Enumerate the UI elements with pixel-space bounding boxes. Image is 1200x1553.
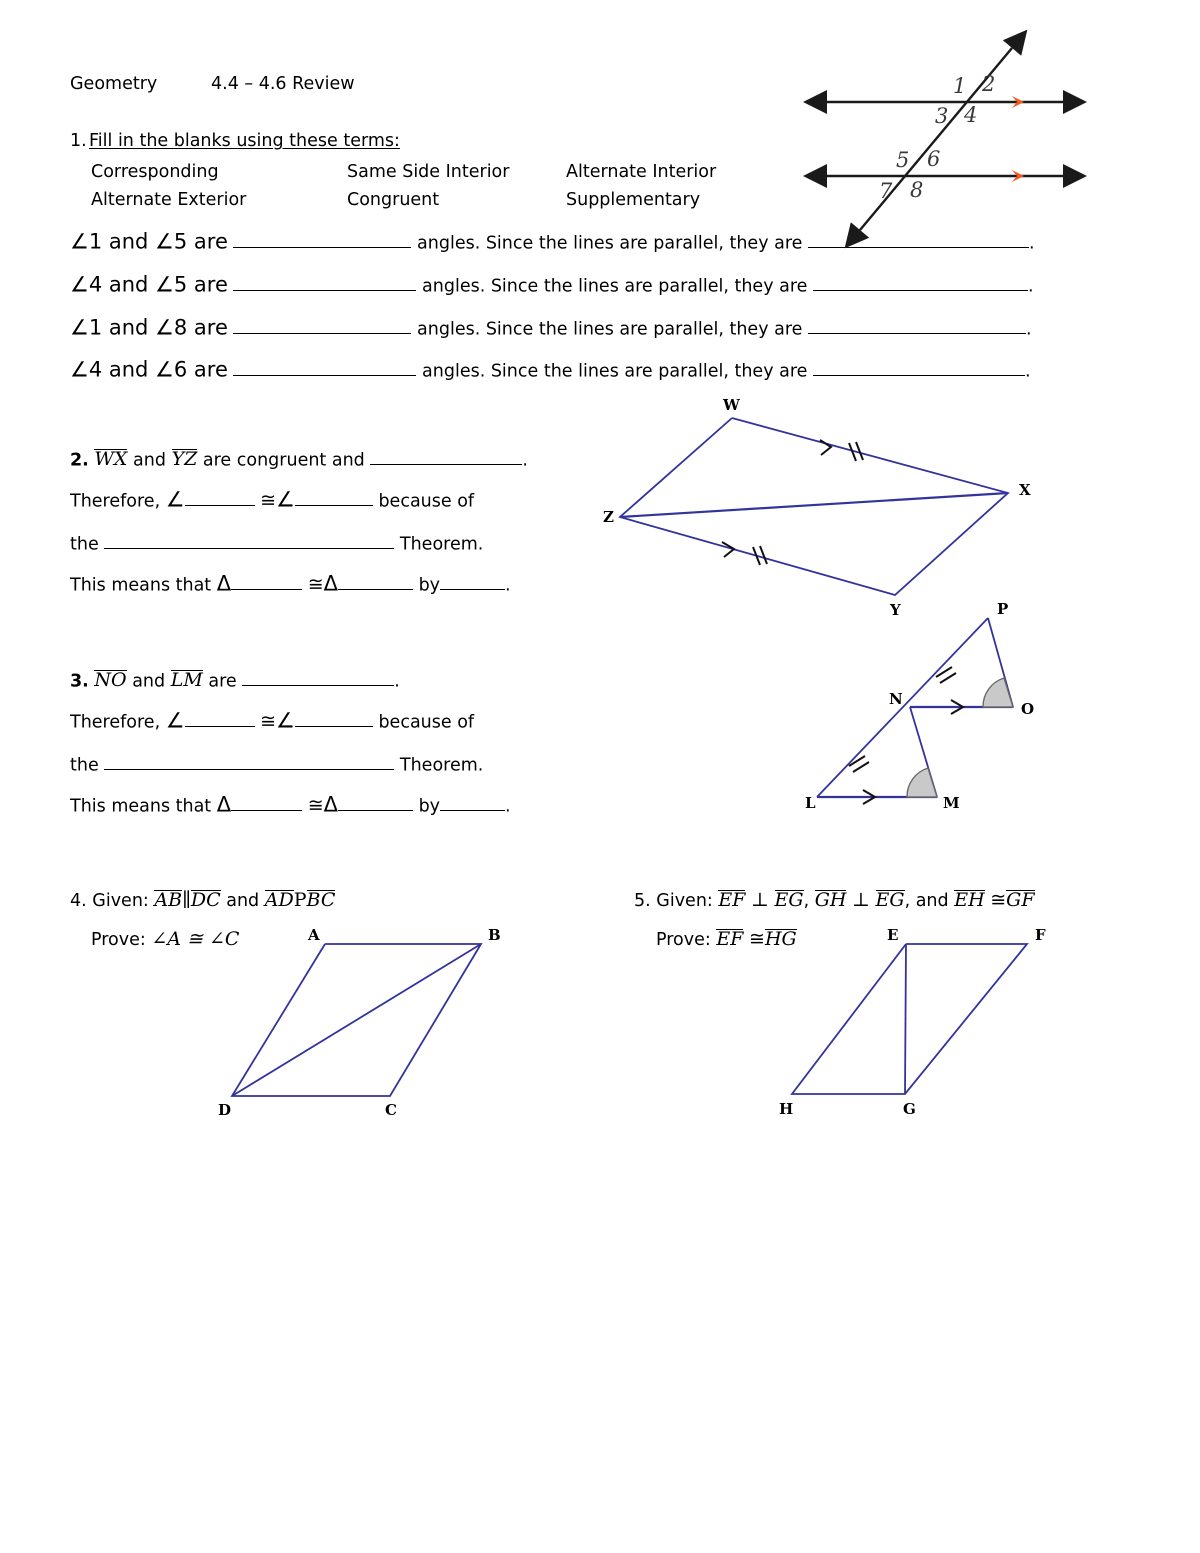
congruent-icon-4: ≅ — [260, 710, 277, 733]
q1-row-2 — [70, 272, 1034, 298]
q2-line-1 — [70, 446, 528, 471]
angle-icon-5: ∠ — [276, 708, 295, 733]
q2-segment-wx: WX — [94, 448, 128, 471]
vertex-label-x: X — [1019, 481, 1031, 499]
q1-row-4-end: . — [1025, 361, 1031, 382]
vertex-label-d: D — [218, 1101, 232, 1119]
q5-segment-gf: GF — [1006, 889, 1035, 911]
angle-icon: ∠ — [165, 487, 185, 512]
q5-figure-parallelogram — [765, 922, 1055, 1122]
q2-this-means: This means that — [70, 575, 212, 596]
q2-because-of: because of — [378, 491, 475, 512]
triangle-icon-4: Δ — [323, 792, 338, 817]
page-title — [211, 74, 355, 95]
q3-segment-no: NO — [94, 669, 127, 692]
vertex-label-f: F — [1035, 926, 1046, 944]
q1-row-1-blank-type[interactable] — [233, 229, 411, 248]
q5-segment-gh: GH — [814, 889, 847, 911]
q3-line-3 — [70, 751, 483, 776]
vertex-label-l: L — [805, 794, 816, 812]
q1-term-same-side-interior: Same Side Interior — [347, 162, 510, 182]
vertex-label-w: W — [723, 396, 740, 414]
q1-row-4-mid: angles. Since the lines are parallel, they are — [422, 361, 808, 382]
q2-line1-tail: are congruent and — [202, 450, 365, 471]
q3-blank-theorem[interactable] — [104, 751, 394, 770]
q3-line4-end: . — [505, 796, 511, 817]
q4-figure-parallelogram — [200, 922, 510, 1122]
q1-row-4-blank-relation[interactable] — [813, 357, 1025, 376]
q4-given-line — [70, 889, 335, 912]
q4-segment-ad: AD — [264, 889, 294, 911]
q3-this-means: This means that — [70, 796, 212, 817]
congruent-icon-6: ≅ — [307, 794, 324, 817]
q2-blank-tri-2[interactable] — [338, 571, 413, 590]
perpendicular-symbol-icon-2: ⊥ — [852, 889, 870, 911]
q3-blank-tri-1[interactable] — [231, 792, 302, 811]
q1-row-2-mid: angles. Since the lines are parallel, they are — [422, 276, 808, 297]
perpendicular-symbol-icon: ⊥ — [751, 889, 769, 911]
q5-prove-segment-ef: EF — [716, 928, 744, 950]
q4-parallel-glyph: P — [293, 889, 307, 911]
q1-row-3-lead: ∠1 and ∠8 are — [70, 315, 228, 340]
vertex-label-e: E — [887, 926, 899, 944]
q3-line-2 — [70, 708, 474, 734]
q3-theorem-word: Theorem. — [399, 755, 484, 776]
q1-row-4-blank-type[interactable] — [233, 357, 416, 376]
q4-and: and — [226, 891, 260, 911]
segment-eg — [905, 944, 906, 1094]
q1-row-1-lead: ∠1 and ∠5 are — [70, 229, 228, 254]
q5-number: 5. — [634, 891, 651, 911]
q2-the: the — [70, 534, 99, 555]
q2-number: 2. — [70, 450, 89, 471]
q2-figure-quadrilateral — [595, 395, 1055, 625]
q2-blank-given[interactable] — [370, 446, 522, 465]
q3-figure-triangles — [805, 600, 1055, 830]
q1-row-3-mid: angles. Since the lines are parallel, they are — [417, 319, 803, 340]
q4-segment-ab: AB — [154, 889, 183, 911]
q4-given-label: Given: — [92, 891, 149, 911]
vertex-label-y: Y — [890, 601, 901, 619]
q1-row-4-lead: ∠4 and ∠6 are — [70, 357, 228, 382]
q1-row-4 — [70, 357, 1031, 383]
q3-and: and — [132, 671, 166, 692]
q2-blank-angle-1[interactable] — [185, 487, 255, 506]
triangle-icon-3: Δ — [216, 792, 232, 817]
vertex-label-z: Z — [603, 508, 614, 526]
q1-row-2-end: . — [1028, 276, 1034, 297]
q2-line-3 — [70, 530, 483, 555]
q1-term-corresponding: Corresponding — [91, 162, 219, 182]
vertex-label-a: A — [308, 926, 320, 944]
diagonal-zx — [620, 493, 1008, 517]
header-course — [70, 74, 157, 95]
congruent-icon-5: ≅ — [990, 889, 1007, 911]
angle-number-2: 2 — [982, 72, 996, 96]
q1-term-alternate-interior: Alternate Interior — [566, 162, 717, 182]
q1-row-3-end: . — [1026, 319, 1032, 340]
page-title-label: 4.4 – 4.6 Review — [211, 74, 355, 94]
q2-therefore: Therefore, — [70, 491, 161, 512]
q3-number: 3. — [70, 671, 89, 692]
vertex-label-c: C — [385, 1101, 397, 1119]
angle-number-1: 1 — [953, 74, 967, 98]
q3-line-1 — [70, 667, 400, 692]
q4-prove-statement: ∠A ≅ ∠C — [151, 928, 240, 950]
q3-line-4 — [70, 792, 511, 818]
q5-and: , and — [904, 891, 949, 911]
q3-line1-end: . — [394, 671, 400, 692]
q4-number: 4. — [70, 891, 87, 911]
q1-row-3-blank-relation[interactable] — [808, 315, 1026, 334]
q2-blank-theorem[interactable] — [104, 530, 394, 549]
angle-number-3: 3 — [935, 104, 949, 128]
vertex-label-o: O — [1021, 700, 1035, 718]
angle-arc-o — [983, 678, 1013, 707]
q3-blank-postulate[interactable] — [440, 792, 505, 811]
q3-blank-given[interactable] — [242, 667, 394, 686]
q2-blank-tri-1[interactable] — [231, 571, 302, 590]
q2-blank-angle-2[interactable] — [295, 487, 373, 506]
q1-row-1-mid: angles. Since the lines are parallel, they are — [417, 233, 803, 254]
q2-by: by — [418, 575, 441, 596]
q1-term-congruent: Congruent — [347, 190, 440, 210]
q2-theorem-word: Theorem. — [399, 534, 484, 555]
q1-row-2-lead: ∠4 and ∠5 are — [70, 272, 228, 297]
ln-double-tick-icon — [849, 756, 869, 772]
parallelogram-efgh-outline — [792, 944, 1027, 1094]
diagonal-db — [232, 944, 481, 1096]
quad-wxyz-outline — [620, 418, 1008, 595]
angle-icon-4: ∠ — [165, 708, 185, 733]
q5-segment-eh: EH — [954, 889, 985, 911]
angle-arc-m — [907, 768, 937, 797]
q5-given-label: Given: — [656, 891, 713, 911]
q2-line4-end: . — [505, 575, 511, 596]
triangle-icon: Δ — [216, 571, 232, 596]
q3-the: the — [70, 755, 99, 776]
angle-number-6: 6 — [927, 147, 941, 171]
parallel-symbol-icon: ∥ — [182, 889, 191, 911]
q3-blank-angle-2[interactable] — [295, 708, 373, 727]
q1-term-alternate-exterior: Alternate Exterior — [91, 190, 247, 210]
q2-and: and — [133, 450, 166, 471]
vertex-label-m: M — [943, 794, 960, 812]
q3-segment-lm: LM — [170, 669, 203, 692]
q1-number: 1. — [70, 131, 87, 151]
q3-therefore: Therefore, — [70, 712, 161, 733]
vertex-label-h: H — [779, 1100, 794, 1118]
congruent-icon: ≅ — [260, 489, 277, 512]
q5-segment-eg-2: EG — [875, 889, 905, 911]
q1-term-supplementary: Supplementary — [566, 190, 701, 210]
q2-line1-end: . — [522, 450, 528, 471]
q3-because-of: because of — [378, 712, 475, 733]
q5-segment-ef: EF — [718, 889, 746, 911]
angle-number-8: 8 — [910, 178, 924, 202]
q5-prove-label: Prove: — [656, 930, 711, 950]
q5-prove-segment-hg: HG — [764, 928, 797, 950]
q3-blank-tri-2[interactable] — [338, 792, 413, 811]
angle-number-7: 7 — [879, 179, 893, 203]
q5-comma-1: , — [803, 891, 810, 911]
q4-prove-label: Prove: — [91, 930, 146, 950]
congruent-icon-3: ≅ — [307, 573, 324, 596]
congruent-icon-7: ≅ — [749, 928, 765, 950]
vertex-label-g: G — [903, 1100, 916, 1118]
q3-by: by — [418, 796, 441, 817]
zy-parallel-arrow-icon — [722, 542, 734, 557]
q5-given-line — [634, 889, 1035, 912]
q1-row-1-end: . — [1029, 233, 1035, 254]
q4-segment-bc: BC — [306, 889, 336, 911]
q5-segment-eg-1: EG — [774, 889, 804, 911]
vertex-label-b: B — [488, 926, 501, 944]
q2-blank-postulate[interactable] — [440, 571, 505, 590]
q1-figure-parallel-lines — [805, 30, 1085, 245]
vertex-label-p: P — [997, 600, 1009, 618]
q4-segment-dc: DC — [190, 889, 221, 911]
vertex-label-n: N — [889, 690, 903, 708]
q3-line1-tail: are — [208, 671, 237, 692]
q1-row-3 — [70, 315, 1032, 341]
q1-row-2-blank-relation[interactable] — [813, 272, 1028, 291]
q1-row-3-blank-type[interactable] — [233, 315, 411, 334]
triangle-icon-2: Δ — [323, 571, 338, 596]
q2-segment-yz: YZ — [171, 448, 198, 471]
angle-number-4: 4 — [964, 103, 978, 127]
angle-icon-2: ∠ — [276, 487, 295, 512]
angle-number-5: 5 — [896, 148, 910, 172]
q3-blank-angle-1[interactable] — [185, 708, 255, 727]
header-course-label: Geometry — [70, 74, 158, 94]
q2-line-4 — [70, 571, 511, 597]
q2-line-2 — [70, 487, 474, 513]
q1-instruction: Fill in the blanks using these terms: — [89, 131, 400, 151]
q1-row-2-blank-type[interactable] — [233, 272, 416, 291]
